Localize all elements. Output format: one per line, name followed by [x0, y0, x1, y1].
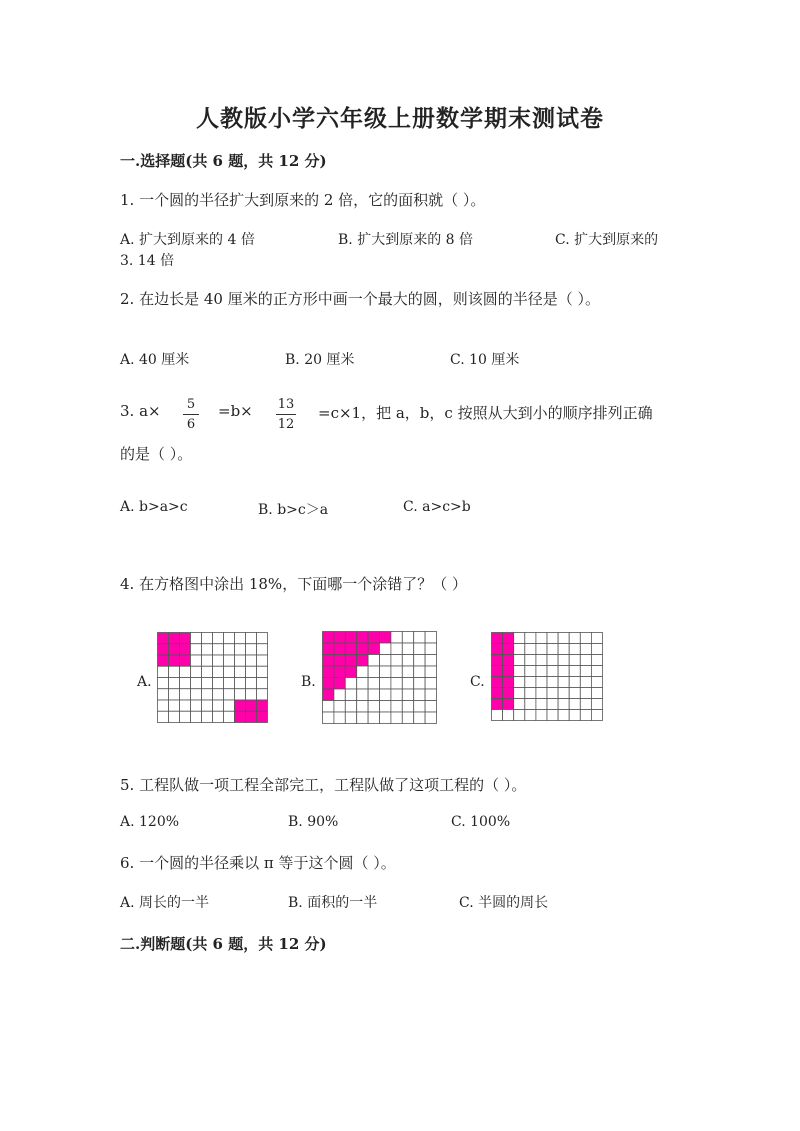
grid-cell-shaded: [503, 644, 514, 655]
grid-cell-shaded: [492, 644, 503, 655]
grid-cell: [402, 643, 413, 655]
grid-cell-shaded: [235, 711, 246, 722]
grid-cell: [180, 711, 191, 722]
grid-cell: [414, 689, 425, 701]
grid-cell: [357, 666, 368, 678]
grid-cell: [391, 643, 402, 655]
grid-cell: [257, 678, 268, 689]
grid-cell: [180, 689, 191, 700]
grid-cell: [402, 666, 413, 678]
grid-cell: [368, 678, 379, 690]
grid-cell: [402, 689, 413, 701]
grid-cell-shaded: [323, 678, 334, 690]
grid-cell: [191, 666, 202, 677]
grid-cell-shaded: [345, 643, 356, 655]
grid-cell: [380, 712, 391, 724]
grid-cell: [414, 666, 425, 678]
section-heading-choice: 一.选择题(共 6 题，共 12 分): [120, 152, 327, 170]
grid-cell: [158, 700, 169, 711]
grid-a-label: A.: [137, 674, 152, 690]
grid-cell: [425, 643, 436, 655]
grid-cell: [536, 666, 547, 677]
grid-cell: [202, 678, 213, 689]
grid-cell: [525, 633, 536, 644]
grid-cell: [224, 644, 235, 655]
grid-cell: [547, 699, 558, 710]
grid-cell-shaded: [158, 655, 169, 666]
grid-cell: [368, 701, 379, 713]
grid-cell: [257, 689, 268, 700]
grid-cell: [391, 689, 402, 701]
grid-cell: [191, 700, 202, 711]
grid-cell: [558, 710, 569, 721]
grid-cell: [580, 710, 591, 721]
grid-cell: [246, 644, 257, 655]
grid-cell: [202, 689, 213, 700]
question-3-suffix: =c×1，把 a，b，c 按照从大到小的顺序排列正确: [318, 404, 653, 422]
grid-cell: [202, 711, 213, 722]
grid-cell: [425, 689, 436, 701]
fraction-denominator: 12: [277, 417, 295, 432]
grid-cell-shaded: [169, 644, 180, 655]
grid-cell: [224, 655, 235, 666]
grid-cell: [580, 699, 591, 710]
grid-cell: [414, 632, 425, 644]
grid-cell: [202, 700, 213, 711]
q1-option-a: A. 扩大到原来的 4 倍: [120, 232, 255, 248]
grid-cell: [257, 633, 268, 644]
grid-cell-shaded: [503, 688, 514, 699]
grid-cell: [525, 655, 536, 666]
grid-cell: [536, 677, 547, 688]
q5-option-a: A. 120%: [120, 814, 180, 830]
grid-cell: [547, 666, 558, 677]
grid-figure-b: [322, 631, 438, 725]
q2-option-c: C. 10 厘米: [450, 352, 520, 368]
grid-cell: [169, 678, 180, 689]
grid-cell: [514, 655, 525, 666]
grid-cell: [235, 633, 246, 644]
fraction-5-6: [183, 396, 199, 433]
grid-cell: [558, 666, 569, 677]
grid-cell: [425, 632, 436, 644]
grid-cell-shaded: [503, 677, 514, 688]
grid-cell: [169, 711, 180, 722]
question-2: 2. 在边长是 40 厘米的正方形中画一个最大的圆，则该圆的半径是（ ）。: [120, 290, 600, 308]
grid-cell: [191, 644, 202, 655]
q2-option-a: A. 40 厘米: [120, 352, 190, 368]
grid-cell: [391, 632, 402, 644]
grid-cell-shaded: [380, 632, 391, 644]
grid-cell: [580, 655, 591, 666]
grid-cell-shaded: [323, 689, 334, 701]
grid-cell: [246, 655, 257, 666]
grid-cell: [591, 644, 602, 655]
grid-cell-shaded: [323, 666, 334, 678]
q1-option-b: B. 扩大到原来的 8 倍: [338, 232, 473, 248]
grid-cell: [202, 633, 213, 644]
grid-cell-shaded: [246, 711, 257, 722]
grid-cell: [414, 701, 425, 713]
grid-cell: [235, 689, 246, 700]
grid-cell-shaded: [323, 632, 334, 644]
grid-cell: [525, 688, 536, 699]
grid-cell: [536, 633, 547, 644]
grid-cell: [380, 701, 391, 713]
grid-cell: [224, 689, 235, 700]
grid-cell: [224, 711, 235, 722]
grid-cell: [345, 689, 356, 701]
grid-cell: [525, 666, 536, 677]
grid-cell: [391, 666, 402, 678]
grid-cell: [580, 677, 591, 688]
grid-cell: [514, 677, 525, 688]
question-3-prefix: 3. a×: [120, 402, 161, 420]
grid-cell-shaded: [345, 655, 356, 667]
grid-cell-shaded: [180, 633, 191, 644]
grid-cell: [591, 633, 602, 644]
grid-cell: [191, 678, 202, 689]
grid-cell: [558, 655, 569, 666]
grid-cell: [547, 677, 558, 688]
q6-option-c: C. 半圆的周长: [459, 895, 549, 911]
grid-cell: [257, 666, 268, 677]
grid-cell: [380, 689, 391, 701]
question-4: 4. 在方格图中涂出 18%，下面哪一个涂错了？（ ）: [120, 575, 467, 593]
question-3-line2: 的是（ ）。: [120, 445, 193, 463]
grid-cell: [202, 666, 213, 677]
grid-cell-shaded: [158, 644, 169, 655]
grid-cell: [547, 688, 558, 699]
grid-cell: [169, 689, 180, 700]
grid-cell: [591, 677, 602, 688]
grid-cell: [368, 655, 379, 667]
grid-cell-shaded: [492, 677, 503, 688]
grid-cell: [246, 666, 257, 677]
grid-cell: [414, 655, 425, 667]
grid-cell: [425, 655, 436, 667]
grid-cell: [580, 633, 591, 644]
grid-cell: [169, 666, 180, 677]
grid-cell: [246, 678, 257, 689]
grid-cell-shaded: [492, 655, 503, 666]
grid-cell: [391, 655, 402, 667]
grid-cell-shaded: [323, 655, 334, 667]
grid-cell: [391, 712, 402, 724]
q6-option-b: B. 面积的一半: [288, 895, 378, 911]
grid-cell: [246, 689, 257, 700]
grid-cell: [525, 699, 536, 710]
q2-option-b: B. 20 厘米: [285, 352, 355, 368]
grid-cell-shaded: [492, 688, 503, 699]
grid-cell: [425, 678, 436, 690]
grid-cell-shaded: [158, 633, 169, 644]
grid-cell-shaded: [235, 700, 246, 711]
grid-cell: [547, 633, 558, 644]
grid-cell-shaded: [180, 655, 191, 666]
q5-option-b: B. 90%: [288, 814, 339, 830]
grid-cell: [547, 644, 558, 655]
grid-cell: [425, 701, 436, 713]
grid-cell: [345, 701, 356, 713]
grid-cell-shaded: [492, 699, 503, 710]
grid-cell: [569, 633, 580, 644]
grid-cell: [591, 666, 602, 677]
grid-cell: [558, 677, 569, 688]
grid-cell: [257, 655, 268, 666]
grid-cell: [380, 643, 391, 655]
grid-cell: [536, 644, 547, 655]
grid-cell-shaded: [334, 632, 345, 644]
grid-cell: [357, 689, 368, 701]
grid-cell: [558, 699, 569, 710]
grid-cell-shaded: [323, 643, 334, 655]
grid-cell: [202, 644, 213, 655]
grid-cell-shaded: [334, 678, 345, 690]
grid-cell-shaded: [345, 666, 356, 678]
grid-cell: [191, 689, 202, 700]
grid-cell: [591, 710, 602, 721]
grid-cell: [591, 655, 602, 666]
grid-cell: [514, 699, 525, 710]
grid-c-label: C.: [470, 674, 485, 690]
grid-cell: [334, 689, 345, 701]
grid-cell: [414, 712, 425, 724]
grid-cell-shaded: [357, 632, 368, 644]
q1-option-c: C. 扩大到原来的: [555, 232, 659, 248]
grid-cell: [213, 655, 224, 666]
grid-cell: [569, 666, 580, 677]
grid-cell: [391, 678, 402, 690]
grid-cell: [357, 678, 368, 690]
grid-cell: [580, 666, 591, 677]
grid-cell-shaded: [246, 700, 257, 711]
grid-cell: [323, 701, 334, 713]
grid-cell: [191, 711, 202, 722]
section-heading-judgment: 二.判断题(共 6 题，共 12 分): [120, 935, 327, 953]
fraction-denominator: 6: [186, 417, 196, 432]
fraction-numerator: 5: [186, 397, 196, 412]
grid-cell-shaded: [503, 633, 514, 644]
grid-cell: [345, 678, 356, 690]
grid-cell: [514, 633, 525, 644]
grid-cell: [158, 666, 169, 677]
grid-cell: [235, 678, 246, 689]
grid-cell: [158, 711, 169, 722]
grid-cell: [191, 633, 202, 644]
grid-cell-shaded: [169, 633, 180, 644]
grid-cell: [569, 710, 580, 721]
grid-cell: [391, 701, 402, 713]
grid-cell: [536, 688, 547, 699]
grid-cell: [414, 643, 425, 655]
grid-cell: [191, 655, 202, 666]
grid-cell: [380, 678, 391, 690]
grid-cell-shaded: [368, 632, 379, 644]
grid-cell-shaded: [503, 655, 514, 666]
grid-cell: [213, 633, 224, 644]
grid-cell: [536, 710, 547, 721]
grid-cell-shaded: [180, 644, 191, 655]
grid-cell-shaded: [368, 643, 379, 655]
grid-cell: [514, 666, 525, 677]
grid-cell: [380, 655, 391, 667]
fraction-numerator: 13: [277, 397, 295, 412]
grid-cell: [345, 712, 356, 724]
question-6: 6. 一个圆的半径乘以 π 等于这个圆（ ）。: [120, 854, 396, 872]
grid-cell-shaded: [503, 666, 514, 677]
q1-option-c-wrap: 3. 14 倍: [120, 253, 175, 269]
grid-cell: [402, 701, 413, 713]
grid-cell: [323, 712, 334, 724]
page-title: 人教版小学六年级上册数学期末测试卷: [196, 105, 604, 132]
q3-option-b: B. b>c＞a: [258, 502, 329, 518]
grid-cell: [514, 688, 525, 699]
grid-cell: [380, 666, 391, 678]
grid-cell: [569, 644, 580, 655]
grid-cell: [503, 710, 514, 721]
grid-cell-shaded: [257, 700, 268, 711]
grid-cell: [425, 666, 436, 678]
grid-b-label: B.: [301, 674, 316, 690]
q3-option-c: C. a>c>b: [403, 499, 471, 515]
grid-cell: [158, 689, 169, 700]
q3-option-a: A. b>a>c: [120, 499, 188, 515]
grid-cell: [224, 633, 235, 644]
grid-cell: [334, 701, 345, 713]
question-1: 1. 一个圆的半径扩大到原来的 2 倍，它的面积就（ ）。: [120, 191, 486, 209]
grid-cell: [180, 678, 191, 689]
fraction-bar: [276, 414, 296, 415]
grid-cell: [257, 644, 268, 655]
grid-cell: [213, 689, 224, 700]
grid-cell: [213, 711, 224, 722]
grid-cell: [368, 712, 379, 724]
grid-cell: [558, 688, 569, 699]
grid-cell: [235, 655, 246, 666]
grid-cell-shaded: [357, 655, 368, 667]
grid-cell: [224, 700, 235, 711]
grid-cell-shaded: [169, 655, 180, 666]
grid-cell-shaded: [257, 711, 268, 722]
grid-cell: [580, 644, 591, 655]
grid-cell: [334, 712, 345, 724]
question-5: 5. 工程队做一项工程全部完工，工程队做了这项工程的（ ）。: [120, 776, 527, 794]
grid-cell: [536, 655, 547, 666]
grid-cell-shaded: [492, 633, 503, 644]
grid-cell-shaded: [334, 655, 345, 667]
grid-cell: [558, 633, 569, 644]
grid-cell: [402, 712, 413, 724]
question-3-mid: =b×: [218, 402, 253, 420]
grid-cell: [547, 655, 558, 666]
grid-cell: [525, 644, 536, 655]
grid-cell: [368, 689, 379, 701]
grid-cell-shaded: [492, 666, 503, 677]
grid-cell: [246, 633, 257, 644]
grid-cell: [569, 677, 580, 688]
q6-option-a: A. 周长的一半: [120, 895, 210, 911]
grid-cell: [213, 678, 224, 689]
grid-cell: [213, 666, 224, 677]
grid-cell-shaded: [357, 643, 368, 655]
grid-cell: [402, 655, 413, 667]
grid-cell: [158, 678, 169, 689]
grid-cell: [525, 677, 536, 688]
grid-cell: [569, 688, 580, 699]
grid-cell: [213, 700, 224, 711]
fraction-13-12: [276, 396, 296, 433]
grid-cell: [591, 688, 602, 699]
grid-cell: [224, 678, 235, 689]
grid-cell: [180, 700, 191, 711]
grid-cell: [514, 710, 525, 721]
grid-cell: [180, 666, 191, 677]
grid-cell: [558, 644, 569, 655]
grid-cell: [224, 666, 235, 677]
grid-cell: [414, 678, 425, 690]
grid-cell: [357, 701, 368, 713]
grid-cell: [213, 644, 224, 655]
grid-cell: [357, 712, 368, 724]
grid-cell: [569, 655, 580, 666]
grid-cell: [402, 678, 413, 690]
grid-cell: [492, 710, 503, 721]
grid-cell-shaded: [334, 666, 345, 678]
grid-figure-c: [491, 632, 604, 722]
grid-cell: [514, 644, 525, 655]
grid-cell: [425, 712, 436, 724]
q5-option-c: C. 100%: [451, 814, 511, 830]
grid-cell: [536, 699, 547, 710]
grid-cell: [368, 666, 379, 678]
grid-cell: [169, 700, 180, 711]
grid-cell: [202, 655, 213, 666]
grid-figure-a: [157, 632, 269, 724]
grid-cell: [580, 688, 591, 699]
grid-cell: [569, 699, 580, 710]
grid-cell: [525, 710, 536, 721]
grid-cell: [547, 710, 558, 721]
grid-cell-shaded: [334, 643, 345, 655]
grid-cell: [402, 632, 413, 644]
grid-cell-shaded: [503, 699, 514, 710]
fraction-bar: [183, 414, 199, 415]
grid-cell: [591, 699, 602, 710]
grid-cell: [235, 644, 246, 655]
grid-cell-shaded: [345, 632, 356, 644]
grid-cell: [235, 666, 246, 677]
